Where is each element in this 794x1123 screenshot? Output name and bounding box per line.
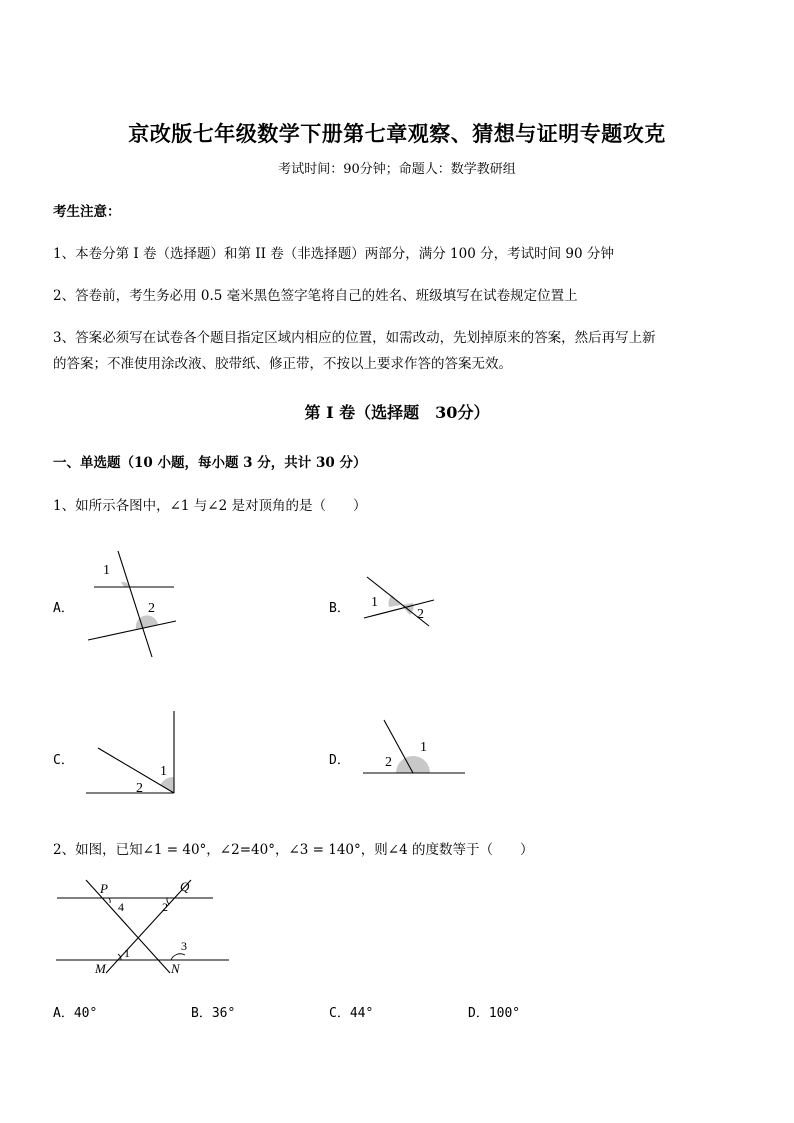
notice-item-2: 2、答卷前，考生务必用 0.5 毫米黑色签字笔将自己的姓名、班级填写在试卷规定位置上: [53, 288, 578, 304]
notice-item-3-cont: 的答案；不准使用涂改液、胶带纸、修正带，不按以上要求作答的答案无效。: [53, 356, 512, 372]
label-2: 2: [385, 755, 392, 770]
label-2: 2: [417, 607, 424, 622]
line-transversal: [118, 551, 152, 657]
q1-option-d-label[interactable]: D．: [329, 753, 350, 768]
line-bottom: [88, 621, 176, 640]
angle-shades: [388, 595, 413, 615]
part-heading: 一、单选题（10 小题，每小题 3 分，共计 30 分）: [53, 455, 367, 471]
q1-figure-d: [360, 712, 470, 777]
angle-4-label: 4: [118, 900, 124, 914]
arc-3: [171, 954, 185, 960]
label-2: 2: [136, 781, 143, 796]
q1-option-c-label[interactable]: C．: [53, 753, 74, 768]
q2-option-b[interactable]: B．36°: [191, 1006, 236, 1021]
notice-heading: 考生注意：: [53, 204, 121, 220]
angle-2-label: 2: [162, 900, 168, 914]
angle-shades: [396, 756, 430, 773]
q1-option-a-label[interactable]: A．: [53, 601, 74, 616]
line-QM: [106, 880, 191, 973]
label-1: 1: [103, 563, 110, 578]
exam-info: 考试时间：90分钟；命题人：数学教研组: [278, 162, 516, 177]
arc-4: [109, 898, 110, 903]
section-title: 第 I 卷（选择题 30分）: [304, 403, 490, 422]
angle-1-shade: [160, 777, 174, 793]
point-P: P: [100, 881, 108, 896]
label-1: 1: [160, 764, 167, 779]
point-Q: Q: [180, 879, 190, 894]
label-2: 2: [148, 601, 155, 616]
point-N: N: [171, 961, 180, 976]
q2-figure: [53, 878, 233, 978]
q1-option-b-label[interactable]: B．: [329, 601, 350, 616]
question-1-stem: 1、如所示各图中，∠1 与∠2 是对顶角的是（ ）: [53, 498, 367, 514]
q2-option-a[interactable]: A．40°: [53, 1006, 98, 1021]
label-1: 1: [371, 595, 378, 610]
notice-item-3: 3、答案必须写在试卷各个题目指定区域内相应的位置，如需改动，先划掉原来的答案，然后再写上新: [53, 330, 656, 346]
page-title: 京改版七年级数学下册第七章观察、猜想与证明专题攻克: [128, 121, 666, 146]
q2-option-c[interactable]: C．44°: [329, 1006, 374, 1021]
question-2-stem: 2、如图，已知∠1 = 40°，∠2=40°，∠3 = 140°，则∠4 的度数等于（ ）: [53, 842, 534, 858]
notice-item-1: 1、本卷分第 I 卷（选择题）和第 II 卷（非选择题）两部分，满分 100 分，考试时间 90 分钟: [53, 246, 614, 262]
point-M: M: [95, 961, 106, 976]
q1-figure-c: [80, 705, 190, 800]
label-1: 1: [420, 740, 427, 755]
q1-figure-a: [80, 545, 190, 660]
q2-option-d[interactable]: D．100°: [468, 1006, 521, 1021]
q1-figure-b: [355, 570, 445, 630]
angle-1-label: 1: [124, 946, 130, 960]
angle-3-label: 3: [181, 939, 187, 953]
